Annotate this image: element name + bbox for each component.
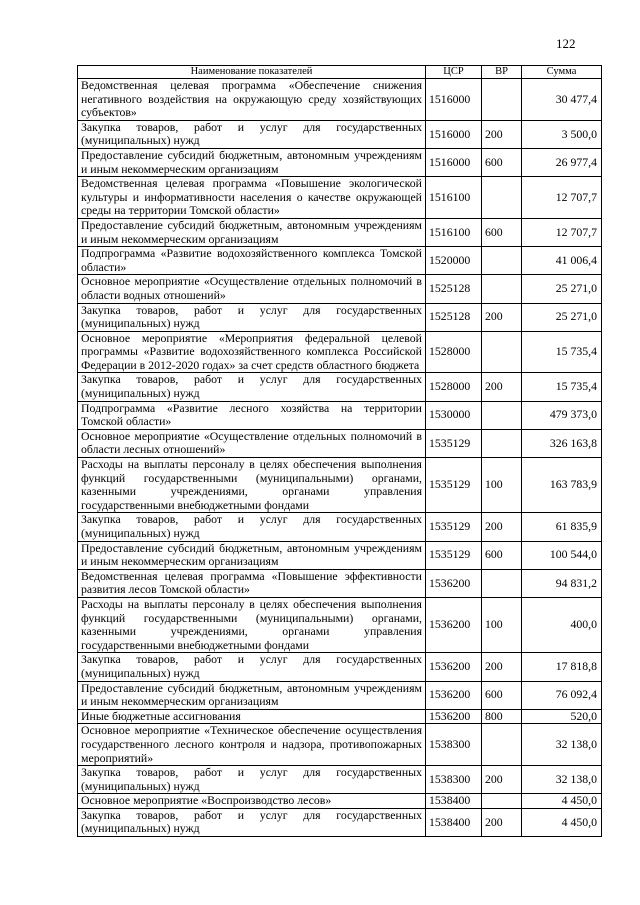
- table-row: [78, 569, 602, 597]
- row-name-cell: Расходы на выплаты персоналу в целях обеспечения выполнения функций государственными (муниципальными) органами, казенными учреждениями, органами управления государственными внебюджетными фондами: [78, 458, 426, 513]
- table-row: [78, 247, 602, 275]
- row-sum-cell: 26 977,4: [522, 148, 602, 176]
- row-name-cell: Закупка товаров, работ и услуг для государственных (муниципальных) нужд: [78, 373, 426, 401]
- row-name-cell: Основное мероприятие «Техническое обеспечение осуществления государственного лесного контроля и надзора, противопожарных мероприятий»: [78, 724, 426, 766]
- table-row: [78, 766, 602, 794]
- row-csr-cell: 1536200: [426, 709, 482, 724]
- row-csr-cell: 1528000: [426, 373, 482, 401]
- row-vr-cell: [482, 724, 522, 766]
- row-vr-cell: 600: [482, 148, 522, 176]
- row-name-cell: Предоставление субсидий бюджетным, автономным учреждениям и иным некоммерческим организациям: [78, 681, 426, 709]
- header-vr: ВР: [482, 66, 522, 79]
- table-row: [78, 724, 602, 766]
- row-name-cell: Предоставление субсидий бюджетным, автономным учреждениям и иным некоммерческим организациям: [78, 541, 426, 569]
- page-number: 122: [556, 36, 576, 51]
- table-row: [78, 709, 602, 724]
- table-row: [78, 177, 602, 219]
- row-sum-cell: 76 092,4: [522, 681, 602, 709]
- table-body: [78, 79, 602, 837]
- row-csr-cell: 1528000: [426, 331, 482, 373]
- row-csr-cell: 1535129: [426, 541, 482, 569]
- row-csr-cell: 1538300: [426, 724, 482, 766]
- row-name-cell: Расходы на выплаты персоналу в целях обеспечения выполнения функций государственными (муниципальными) органами, казенными учреждениями, органами управления государственными внебюджетными фондами: [78, 597, 426, 652]
- row-sum-cell: 4 450,0: [522, 794, 602, 809]
- budget-table: [77, 65, 602, 837]
- row-vr-cell: [482, 401, 522, 429]
- row-sum-cell: 12 707,7: [522, 218, 602, 246]
- table-row: [78, 681, 602, 709]
- row-name-cell: Закупка товаров, работ и услуг для государственных (муниципальных) нужд: [78, 653, 426, 681]
- row-name-cell: Подпрограмма «Развитие водохозяйственного комплекса Томской области»: [78, 247, 426, 275]
- row-name-cell: Иные бюджетные ассигнования: [78, 709, 426, 724]
- table-row: [78, 541, 602, 569]
- row-csr-cell: 1516100: [426, 218, 482, 246]
- table-row: [78, 653, 602, 681]
- header-name: Наименование показателей: [78, 66, 426, 79]
- row-sum-cell: 4 450,0: [522, 808, 602, 836]
- row-name-cell: Закупка товаров, работ и услуг для государственных (муниципальных) нужд: [78, 766, 426, 794]
- row-vr-cell: [482, 79, 522, 121]
- table-row: [78, 458, 602, 513]
- row-name-cell: Основное мероприятие «Осуществление отдельных полномочий в области водных отношений»: [78, 275, 426, 303]
- table-row: [78, 401, 602, 429]
- row-name-cell: Ведомственная целевая программа «Повышение экологической культуры и информативности населения о качестве окружающей среды на территории Томской области»: [78, 177, 426, 219]
- row-sum-cell: 15 735,4: [522, 331, 602, 373]
- table-row: [78, 794, 602, 809]
- row-sum-cell: 100 544,0: [522, 541, 602, 569]
- row-vr-cell: [482, 331, 522, 373]
- row-csr-cell: 1535129: [426, 458, 482, 513]
- row-vr-cell: 100: [482, 458, 522, 513]
- table-row: [78, 79, 602, 121]
- row-name-cell: Подпрограмма «Развитие лесного хозяйства на территории Томской области»: [78, 401, 426, 429]
- row-sum-cell: 163 783,9: [522, 458, 602, 513]
- row-sum-cell: 3 500,0: [522, 120, 602, 148]
- table-row: [78, 218, 602, 246]
- row-vr-cell: 800: [482, 709, 522, 724]
- row-csr-cell: 1536200: [426, 597, 482, 652]
- row-csr-cell: 1536200: [426, 653, 482, 681]
- row-csr-cell: 1535129: [426, 429, 482, 457]
- header-sum: Сумма: [522, 66, 602, 79]
- row-sum-cell: 17 818,8: [522, 653, 602, 681]
- header-row: [78, 66, 602, 79]
- row-vr-cell: 600: [482, 681, 522, 709]
- row-vr-cell: [482, 569, 522, 597]
- row-csr-cell: 1516100: [426, 177, 482, 219]
- table-row: [78, 120, 602, 148]
- row-name-cell: Основное мероприятие «Осуществление отдельных полномочий в области лесных отношений»: [78, 429, 426, 457]
- row-sum-cell: 326 163,8: [522, 429, 602, 457]
- row-name-cell: Основное мероприятие «Воспроизводство лесов»: [78, 794, 426, 809]
- row-csr-cell: 1530000: [426, 401, 482, 429]
- row-name-cell: Ведомственная целевая программа «Обеспечение снижения негативного воздействия на окружающую среду хозяйствующих субъектов»: [78, 79, 426, 121]
- row-vr-cell: 200: [482, 120, 522, 148]
- row-vr-cell: 200: [482, 653, 522, 681]
- row-sum-cell: 25 271,0: [522, 303, 602, 331]
- table-row: [78, 513, 602, 541]
- row-sum-cell: 32 138,0: [522, 724, 602, 766]
- row-sum-cell: 15 735,4: [522, 373, 602, 401]
- row-csr-cell: 1538400: [426, 794, 482, 809]
- header-csr: ЦСР: [426, 66, 482, 79]
- row-csr-cell: 1536200: [426, 681, 482, 709]
- row-sum-cell: 25 271,0: [522, 275, 602, 303]
- row-csr-cell: 1535129: [426, 513, 482, 541]
- row-sum-cell: 61 835,9: [522, 513, 602, 541]
- row-sum-cell: 30 477,4: [522, 79, 602, 121]
- table-header: [78, 66, 602, 79]
- table-row: [78, 373, 602, 401]
- row-name-cell: Предоставление субсидий бюджетным, автономным учреждениям и иным некоммерческим организациям: [78, 218, 426, 246]
- row-vr-cell: 200: [482, 513, 522, 541]
- row-csr-cell: 1538300: [426, 766, 482, 794]
- row-sum-cell: 479 373,0: [522, 401, 602, 429]
- row-vr-cell: 200: [482, 373, 522, 401]
- row-sum-cell: 41 006,4: [522, 247, 602, 275]
- row-vr-cell: 100: [482, 597, 522, 652]
- row-csr-cell: 1536200: [426, 569, 482, 597]
- row-sum-cell: 94 831,2: [522, 569, 602, 597]
- row-vr-cell: 200: [482, 766, 522, 794]
- row-csr-cell: 1520000: [426, 247, 482, 275]
- row-name-cell: Закупка товаров, работ и услуг для государственных (муниципальных) нужд: [78, 120, 426, 148]
- row-csr-cell: 1516000: [426, 120, 482, 148]
- row-sum-cell: 12 707,7: [522, 177, 602, 219]
- table-row: [78, 429, 602, 457]
- row-vr-cell: 600: [482, 541, 522, 569]
- row-sum-cell: 520,0: [522, 709, 602, 724]
- table-row: [78, 148, 602, 176]
- row-vr-cell: [482, 429, 522, 457]
- row-name-cell: Закупка товаров, работ и услуг для государственных (муниципальных) нужд: [78, 513, 426, 541]
- row-csr-cell: 1525128: [426, 275, 482, 303]
- table-row: [78, 303, 602, 331]
- row-csr-cell: 1525128: [426, 303, 482, 331]
- row-vr-cell: 200: [482, 808, 522, 836]
- row-vr-cell: [482, 177, 522, 219]
- table-row: [78, 275, 602, 303]
- table-row: [78, 597, 602, 652]
- table-row: [78, 331, 602, 373]
- row-vr-cell: [482, 247, 522, 275]
- row-vr-cell: 600: [482, 218, 522, 246]
- row-vr-cell: [482, 794, 522, 809]
- row-sum-cell: 400,0: [522, 597, 602, 652]
- row-name-cell: Предоставление субсидий бюджетным, автономным учреждениям и иным некоммерческим организациям: [78, 148, 426, 176]
- row-vr-cell: 200: [482, 303, 522, 331]
- row-sum-cell: 32 138,0: [522, 766, 602, 794]
- row-csr-cell: 1538400: [426, 808, 482, 836]
- row-name-cell: Закупка товаров, работ и услуг для государственных (муниципальных) нужд: [78, 808, 426, 836]
- table-row: [78, 808, 602, 836]
- row-name-cell: Ведомственная целевая программа «Повышение эффективности развития лесов Томской области»: [78, 569, 426, 597]
- row-csr-cell: 1516000: [426, 148, 482, 176]
- row-csr-cell: 1516000: [426, 79, 482, 121]
- row-name-cell: Основное мероприятие «Мероприятия федеральной целевой программы «Развитие водохозяйственного комплекса Российской Федерации в 2012-2020 годах» за счет средств областного бюджета: [78, 331, 426, 373]
- row-vr-cell: [482, 275, 522, 303]
- row-name-cell: Закупка товаров, работ и услуг для государственных (муниципальных) нужд: [78, 303, 426, 331]
